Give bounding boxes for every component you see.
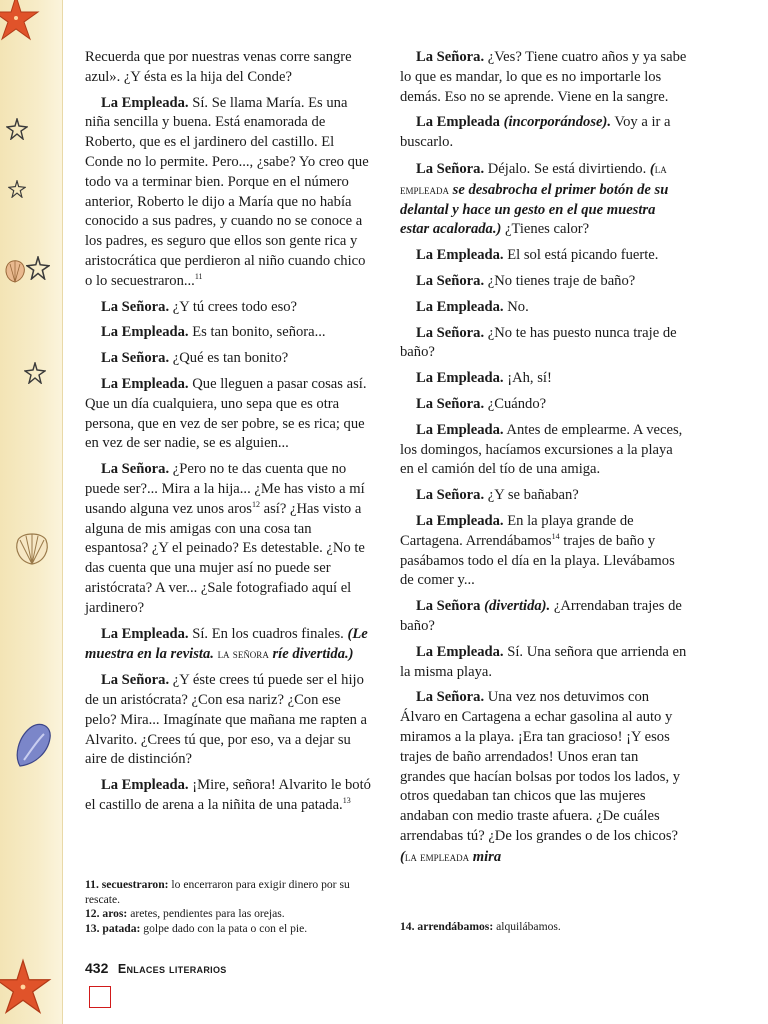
footnote <box>85 878 372 907</box>
footnote <box>85 922 372 937</box>
dialogue-paragraph <box>85 776 372 816</box>
dialogue-text: ¿Qué es tan bonito? <box>169 350 289 367</box>
dialogue-paragraph <box>400 486 687 506</box>
speaker-name: La Empleada. <box>416 370 504 387</box>
dialogue-paragraph <box>400 159 687 240</box>
sea-star-outline-icon <box>24 362 46 384</box>
right-text-column <box>400 48 687 873</box>
speaker-name: La Señora. <box>416 272 485 289</box>
footnote-term: 11. secuestraron: <box>85 878 169 891</box>
running-head: Enlaces literarios <box>117 962 227 976</box>
dialogue-text: Antes de emplearme. A veces, los domingos, hacíamos excursiones a la playa en el camión del tío de una amiga. <box>400 421 683 478</box>
speaker-name: La Señora. <box>416 49 485 65</box>
stage-direction: se desabrocha el primer botón de su delantal y hace un gesto en el que muestra estar acalorada.) <box>400 181 669 238</box>
footnote-term: 14. arrendábamos: <box>400 920 494 933</box>
sea-star-outline-icon <box>6 118 28 140</box>
speaker-name: La Empleada. <box>101 94 189 111</box>
dialogue-text: ¿Pero no te das cuenta que no puede ser?... Mira a la hija... ¿Me has visto a mí usando alguna vez unos aros <box>85 461 365 517</box>
dialogue-paragraph <box>400 272 687 292</box>
footnote-marker: 13 <box>342 796 351 806</box>
speaker-name: La Señora. <box>101 672 170 689</box>
dialogue-text: Una vez nos detuvimos con Álvaro en Cartagena a echar gasolina al auto y miramos a la playa. ¡Era tan gracioso! ¡Y esos trajes de baño arrendados! Unos eran tan grandes que hacían bolsas por todos los lados, y otros quedaban tan chicos que las mujeres andaban con medio traste afuera. ¿De cuáles arrendabas tú? ¿De los grandes o de los chicos? <box>400 689 681 844</box>
dialogue-text: ¿Y se bañaban? <box>484 487 579 504</box>
speaker-name: La Empleada. <box>416 247 504 264</box>
starfish-icon <box>0 958 52 1016</box>
character-name-smallcaps: la señora <box>217 646 269 662</box>
empty-checkbox-marker <box>89 986 111 1008</box>
sea-star-outline-icon <box>26 256 50 280</box>
dialogue-text: Sí. Se llama María. Es una niña sencilla y buena. Está enamorada de Roberto, que es el jardinero del castillo. El Conde no lo permite. Pero..., ¿sabe? Yo creo que todo va a terminar bien. Porque en el número anterior, Roberto le dijo a María que no había conocido a sus padres, y cuando no se conoce a los padres, es seguro que ellos son gente rica y aristocrática que perdieron al niño cuando chico o lo secuestraron... <box>85 94 369 289</box>
stage-direction: ríe divertida.) <box>268 646 354 663</box>
footnote-marker: 12 <box>251 499 260 509</box>
speaker-name: La Empleada. <box>416 298 504 315</box>
stage-direction: ( <box>649 160 655 177</box>
dialogue-text: ¿Y éste crees tú puede ser el hijo de un aristócrata? ¿Con esa nariz? ¿Con ese pelo? Mira... Imagínate que mañana me rapten a Alvarito. ¿Crees tú que, por eso, va a dejar su aire de distinción? <box>85 672 368 768</box>
dialogue-text: Que lleguen a pasar cosas así. Que un día cualquiera, uno sepa que es otra persona, que en vez de ser pobre, se es rica; que en vez de ser nadie, se es alguien... <box>85 375 367 452</box>
dialogue-paragraph <box>400 324 687 364</box>
dialogue-text: Voy a ir a buscarlo. <box>400 114 671 151</box>
sea-star-outline-icon <box>8 180 26 198</box>
starfish-icon <box>0 0 40 42</box>
dialogue-text: ¿Y tú crees todo eso? <box>169 298 298 315</box>
dialogue-text: ¿Arrendaban trajes de baño? <box>400 598 682 634</box>
footnote-marker: 11 <box>194 271 203 281</box>
page-number: 432 <box>85 960 109 976</box>
conch-shell-icon <box>12 720 56 772</box>
dialogue-text: Sí. En los cuadros finales. <box>188 625 348 642</box>
dialogue-text: ¿Ves? Tiene cuatro años y ya sabe lo que es mandar, lo que es no importarle los demás. Eso no se aprende. Viene en la sangre. <box>400 49 687 105</box>
dialogue-text: Sí. Una señora que arrienda en la misma playa. <box>400 643 687 680</box>
footnote-definition: alquilábamos. <box>493 920 561 933</box>
speaker-name: La Señora. <box>101 350 170 367</box>
character-name-smallcaps: la empleada <box>404 848 470 864</box>
footnotes-right <box>400 920 687 935</box>
speaker-name: La Señora. <box>416 689 485 706</box>
dialogue-text: Es tan bonito, señora... <box>188 324 326 341</box>
dialogue-paragraph <box>400 597 687 637</box>
dialogue-text: ¿Tienes calor? <box>501 221 590 238</box>
stage-direction: ( <box>400 848 405 865</box>
footnote-definition: aretes, pendientes para las orejas. <box>127 907 285 921</box>
dialogue-paragraph <box>400 369 687 389</box>
stage-direction: mira <box>469 848 502 865</box>
dialogue-paragraph <box>400 395 687 415</box>
shell-icon <box>2 258 28 284</box>
stage-direction: (incorporándose). <box>503 114 612 131</box>
dialogue-text: así? ¿Has visto a alguna de mis amigas con una cosa tan espantosa? ¿Y el peinado? Es detestable. ¿No te das cuenta que una mujer así no puede ser aristócrata? A ver... ¿Sale fotografiado aquí el jardinero? <box>85 500 365 616</box>
dialogue-paragraph <box>400 421 687 480</box>
footnotes-left <box>85 878 372 936</box>
footnote-term: 13. patada: <box>85 921 141 935</box>
speaker-name: La Empleada. <box>416 421 504 438</box>
dialogue-paragraph <box>400 298 687 318</box>
scallop-shell-icon <box>12 528 52 568</box>
dialogue-paragraph <box>85 298 372 318</box>
dialogue-paragraph <box>400 688 687 867</box>
dialogue-text: ¿Cuándo? <box>484 395 547 412</box>
footnote-definition: lo encerraron para exigir dinero por su rescate. <box>85 878 350 906</box>
page-footer <box>85 960 227 976</box>
dialogue-paragraph <box>85 375 372 454</box>
dialogue-text: En la playa grande de Cartagena. Arrendábamos <box>400 512 634 549</box>
stage-direction: (Le muestra en la revista. <box>85 625 368 663</box>
dialogue-text: ¡Mire, señora! Alvarito le botó el castillo de arena a la niñita de una patada. <box>85 777 371 813</box>
footnote <box>400 920 687 935</box>
speaker-name: La Empleada. <box>101 375 189 392</box>
speaker-name: La Empleada <box>416 114 500 131</box>
dialogue-text: ¡Ah, sí! <box>503 370 552 387</box>
dialogue-paragraph <box>85 671 372 770</box>
dialogue-text: No. <box>503 298 529 315</box>
decorative-margin <box>0 0 63 1024</box>
dialogue-paragraph <box>85 94 372 292</box>
footnote-marker: 14 <box>551 531 560 541</box>
speaker-name: La Señora. <box>101 461 170 478</box>
dialogue-paragraph <box>85 460 372 618</box>
speaker-name: La Señora. <box>416 395 485 412</box>
dialogue-paragraph <box>400 512 687 591</box>
dialogue-paragraph <box>85 349 372 369</box>
stage-direction: (divertida). <box>484 598 551 615</box>
dialogue-paragraph <box>400 48 687 107</box>
speaker-name: La Señora. <box>416 324 485 341</box>
left-text-column <box>85 48 372 822</box>
speaker-name: La Empleada. <box>416 512 504 529</box>
footnote <box>85 907 372 922</box>
dialogue-text: Recuerda que por nuestras venas corre sangre azul». ¿Y ésta es la hija del Conde? <box>85 49 352 85</box>
speaker-name: La Señora. <box>416 160 485 177</box>
character-name-smallcaps: la empleada <box>400 160 667 197</box>
dialogue-text: Déjalo. Se está divirtiendo. <box>484 160 650 177</box>
dialogue-paragraph <box>85 625 372 666</box>
speaker-name: La Empleada. <box>101 777 189 794</box>
dialogue-paragraph <box>400 643 687 683</box>
dialogue-paragraph <box>85 48 372 88</box>
dialogue-paragraph <box>85 323 372 343</box>
speaker-name: La Señora <box>416 598 481 615</box>
speaker-name: La Empleada. <box>416 643 504 660</box>
dialogue-text: El sol está picando fuerte. <box>503 247 659 264</box>
speaker-name: La Empleada. <box>101 324 189 341</box>
speaker-name: La Empleada. <box>101 625 189 642</box>
speaker-name: La Señora. <box>416 487 485 504</box>
dialogue-paragraph <box>400 246 687 266</box>
dialogue-text: trajes de baño y pasábamos todo el día en la playa. Llevábamos de comer y... <box>400 532 675 589</box>
dialogue-text: ¿No te has puesto nunca traje de baño? <box>400 324 677 361</box>
footnote-term: 12. aros: <box>85 907 128 921</box>
dialogue-text: ¿No tienes traje de baño? <box>484 272 636 289</box>
dialogue-paragraph <box>400 113 687 153</box>
speaker-name: La Señora. <box>101 298 170 315</box>
footnote-definition: golpe dado con la pata o con el pie. <box>140 921 308 935</box>
